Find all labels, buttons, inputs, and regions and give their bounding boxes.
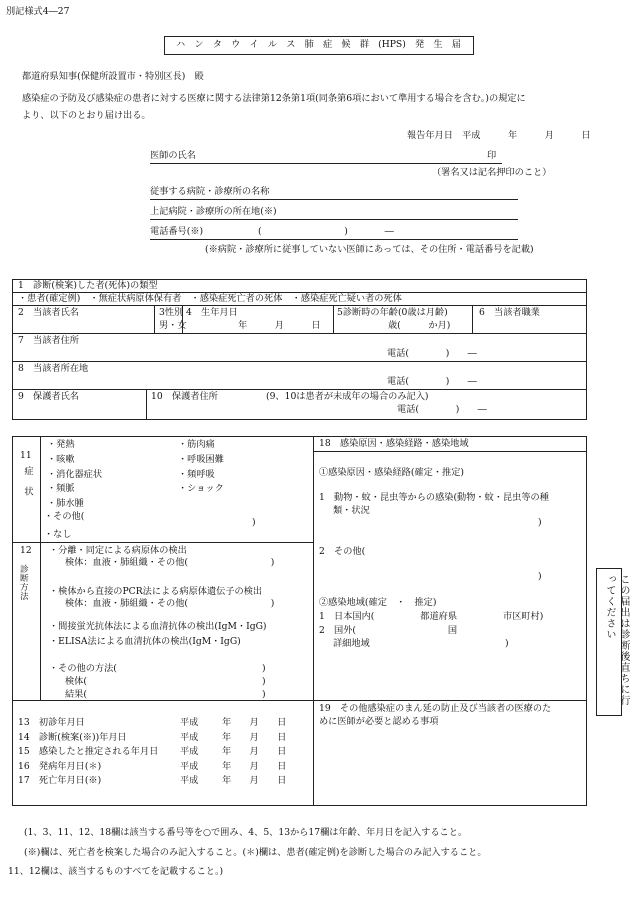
footnote-2: (※)欄は、死亡者を検案した場合のみ記入すること。(＊)欄は、患者(確定例)を診断した場合のみ記入すること。 [24, 847, 487, 858]
diag-elisa[interactable]: ・ELISA法による血清抗体の検出(IgM・IgG) [49, 636, 241, 647]
guardian-name-label: 9 保護者氏名 [18, 391, 79, 402]
diag-ifa[interactable]: ・間接蛍光抗体法による血清抗体の検出(IgM・IgG) [49, 621, 267, 632]
addressee: 都道府県知事(保健所設置市・特別区長) 殿 [22, 71, 204, 82]
date-era: 平成 平成 平成 平成 平成 [180, 717, 199, 786]
diag-isolation[interactable]: ・分離・同定による病原体の検出 [49, 545, 187, 556]
diag-other-specimen[interactable]: 検体( [65, 676, 87, 687]
hospital-address-field[interactable] [150, 219, 518, 220]
footnote-3: 11、12欄は、該当するものすべてを記載すること。) [8, 866, 224, 877]
phone-label: 電話番号(※) [150, 226, 204, 237]
doctor-name-field[interactable] [150, 163, 502, 164]
s18-region[interactable]: ②感染地域(確定 ・ 推定) [319, 597, 437, 608]
s12-num: 12 [20, 545, 32, 556]
date-labels: 13 初診年月日 14 診断(検案(※))年月日 15 感染したと推定される年月日 16 発病年月日(＊) 17 死亡年月日(※) [18, 717, 159, 786]
diag-other-close: ) [262, 663, 266, 674]
diag-other-method[interactable]: ・その他の方法( [49, 663, 117, 674]
phone-field[interactable] [150, 239, 518, 240]
s18-label: 18 感染原因・感染経路・感染地域 [319, 438, 469, 449]
s18-other-close: ) [538, 571, 542, 582]
s1-options[interactable]: ・患者(確定例) ・無症状病原体保有者 ・感染症死亡者の死体 ・感染症死亡疑い者の死体 [18, 293, 402, 304]
s18-detail: 詳細地域 [333, 638, 370, 649]
doctor-name-label: 医師の氏名 [150, 150, 196, 161]
symptom-list-left[interactable]: ・発熱 ・咳嗽 ・消化器症状 ・頻脈 ・肺水腫 [47, 439, 103, 510]
symptom-list-right[interactable]: ・筋肉痛 ・呼吸困難 ・頻呼吸 ・ショック [178, 439, 224, 495]
hospital-address-label: 上記病院・診療所の所在地(※) [150, 206, 277, 217]
hospital-note: (※病院・診療所に従事していない医師にあっては、その住所・電話番号を記載) [205, 244, 534, 255]
s18-detail-close: ) [505, 638, 509, 649]
s18-cause[interactable]: ①感染原因・感染経路(確定・推定) [319, 467, 464, 478]
patient-location-label: 8 当該者所在地 [18, 363, 89, 374]
age-label: 5診断時の年齢(0歳は月齢) [337, 307, 448, 318]
patient-location-phone[interactable]: 電話( ) ― [387, 376, 477, 387]
guardian-note: (9、10は患者が未成年の場合のみ記入) [266, 391, 429, 402]
form-id: 別記様式4―27 [6, 6, 70, 17]
guardian-address-label: 10 保護者住所 [151, 391, 218, 402]
diag-pcr[interactable]: ・検体から直接のPCR法による病原体遺伝子の検出 [49, 586, 263, 597]
birthdate-field[interactable]: 年 月 日 [238, 320, 321, 331]
form-title: ハ ン タ ウ イ ル ス 肺 症 候 群 (HPS) 発 生 届 [176, 39, 461, 50]
s19-label: 19 その他感染症のまん延の防止及び当該者の医療のた [319, 703, 552, 714]
seal-note: （署名又は記名押印のこと） [432, 167, 552, 178]
s11-num: 11 [20, 450, 32, 461]
report-date: 報告年月日 平成 年 月 日 [407, 130, 591, 141]
birthdate-label: 4 生年月日 [186, 307, 238, 318]
patient-address-phone[interactable]: 電話( ) ― [387, 348, 477, 359]
age-field[interactable]: 歳( か月) [388, 320, 451, 331]
s18-animal[interactable]: 1 動物・蚊・昆虫等からの感染(動物・蚊・昆虫等の種 [319, 492, 549, 503]
s11-label: 症 状 [22, 466, 33, 497]
seal-mark: 印 [487, 150, 497, 161]
s18-other[interactable]: 2 その他( [319, 546, 366, 557]
diag-other-result[interactable]: 結果( [65, 689, 87, 700]
s12-label: 診断方法 [20, 565, 29, 603]
side-note: この届出は診断後直ちに行ってください [604, 574, 629, 706]
sex-options[interactable]: 男・女 [159, 320, 187, 331]
phone-format: ( ) ― [258, 226, 394, 237]
s18-domestic[interactable]: 1 日本国内( 都道府県 市区町村) [319, 611, 544, 622]
guardian-phone[interactable]: 電話( ) ― [397, 404, 487, 415]
symptom-other[interactable]: ・その他( [44, 511, 85, 522]
diag-isolation-specimen[interactable]: 検体：血液・肺組織・その他( ) [65, 557, 275, 568]
s19-label-cont: めに医師が必要と認める事項 [319, 716, 439, 727]
intro-line-2: より、以下のとおり届け出る。 [22, 110, 151, 121]
s1-label: 1 診断(検案)した者(死体)の類型 [18, 280, 158, 291]
date-fields[interactable]: 年 月 日 年 月 日 年 月 日 年 月 日 年 月 日 [222, 717, 287, 786]
s18-animal-close: ) [538, 517, 542, 528]
symptom-none[interactable]: ・なし [44, 529, 72, 540]
symptom-other-close: ) [252, 517, 256, 528]
hospital-name-label: 従事する病院・診療所の名称 [150, 186, 270, 197]
sex-label: 3性別 [159, 307, 184, 318]
diag-specimen-close: ) [262, 676, 266, 687]
patient-name-label: 2 当該者氏名 [18, 307, 79, 318]
patient-address-label: 7 当該者住所 [18, 335, 79, 346]
occupation-label: 6 当該者職業 [479, 307, 540, 318]
diag-pcr-specimen[interactable]: 検体：血液・肺組織・その他( ) [65, 598, 275, 609]
diag-result-close: ) [262, 689, 266, 700]
footnote-1: (1、3、11、12、18欄は該当する番号等を○で囲み、4、5、13から17欄は年齢、年月日を記入すること。 [24, 827, 468, 838]
intro-line-1: 感染症の予防及び感染症の患者に対する医療に関する法律第12条第1項(同条第6項において準用する場合を含む。)の規定に [22, 93, 526, 104]
s18-abroad[interactable]: 2 国外( 国 [319, 625, 458, 636]
hospital-name-field[interactable] [150, 199, 518, 200]
s18-animal-cont: 類・状況 [333, 505, 370, 516]
